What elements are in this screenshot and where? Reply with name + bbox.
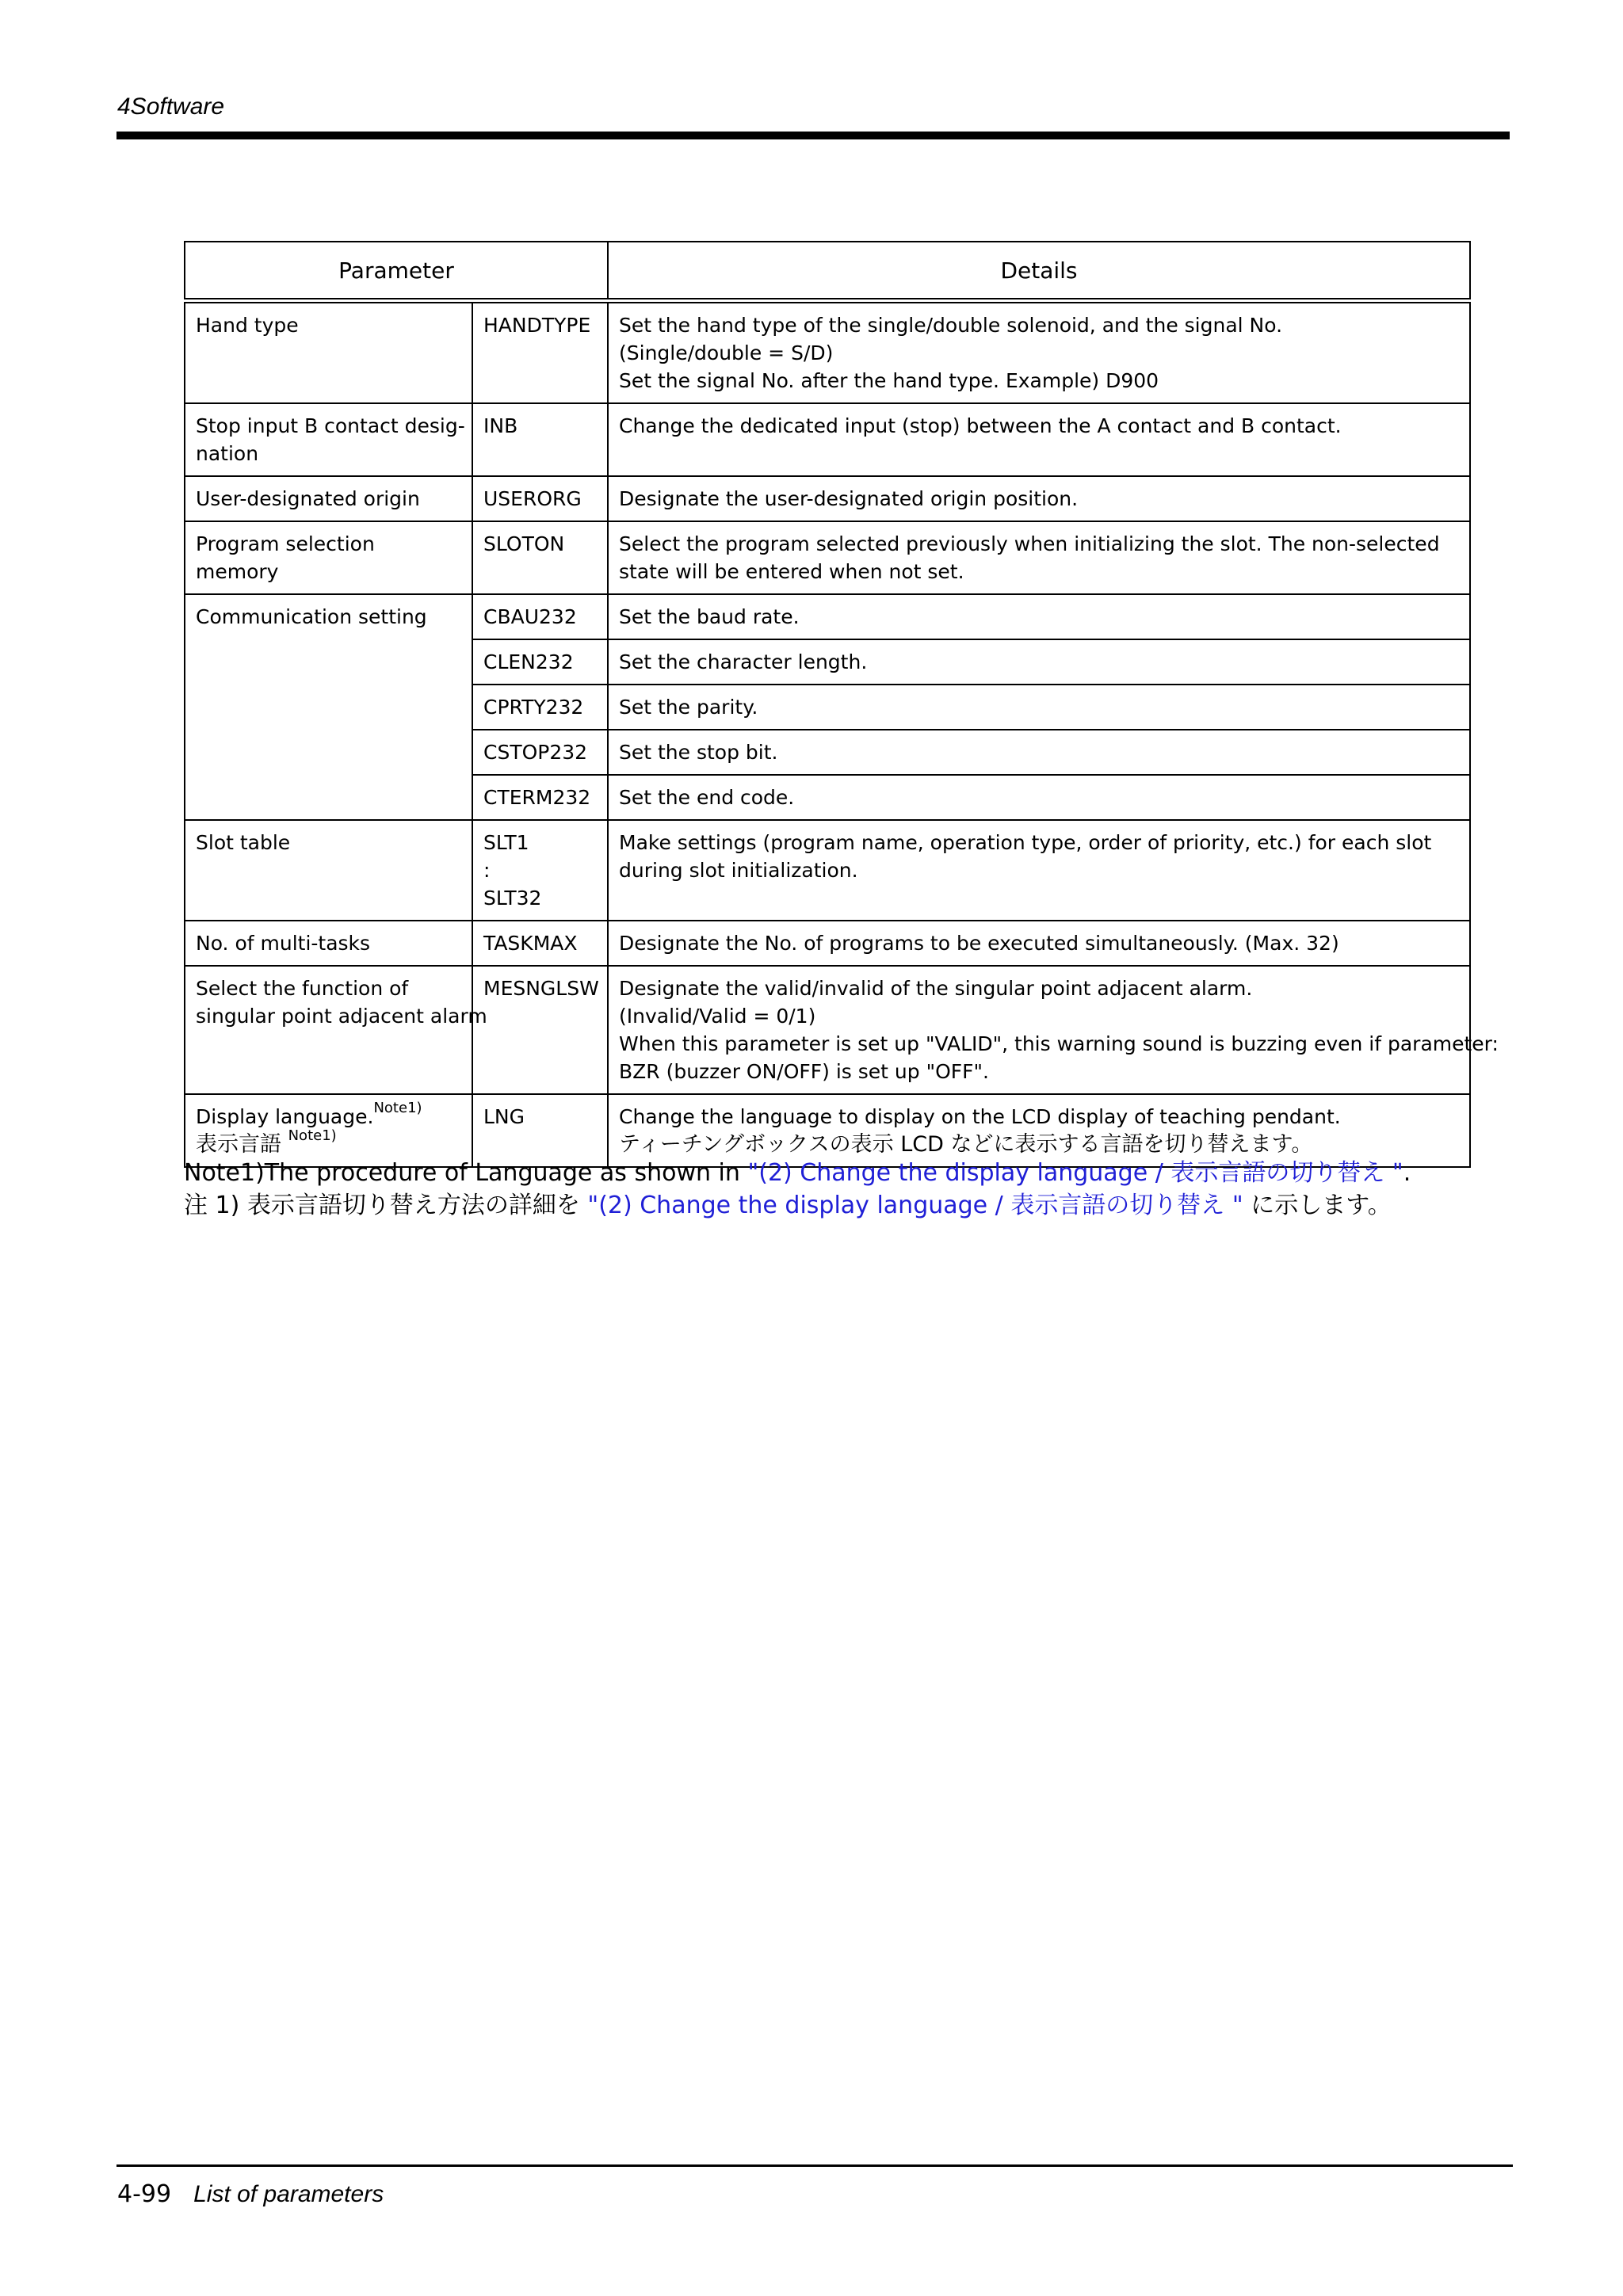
parameter-code: CLEN232 [472,639,608,685]
parameter-details [608,403,1470,476]
parameter-code: INB [472,403,608,476]
parameter-code: SLOTON [472,521,608,594]
parameter-details: Set the parity. [608,685,1470,730]
name-line: singular point adjacent alarm [196,1005,487,1028]
header-details: Details [608,242,1470,301]
detail-line: Make settings (program name, operation type, order of priority, etc.) for each slot during slot initialization. [619,831,1432,882]
parameter-code: CSTOP232 [472,730,608,775]
table-row [185,476,1470,521]
section-title: List of parameters [193,2181,384,2207]
footer-rule [116,2164,1513,2167]
parameter-code: CTERM232 [472,775,608,820]
table-row [185,594,1470,639]
detail-line: (Single/double = S/D) [619,341,834,364]
parameter-details [608,521,1470,594]
name-line-ja [196,1127,462,1158]
footnote-en-suffix: . [1403,1159,1411,1187]
parameter-code: HANDTYPE [472,301,608,404]
detail-line: Set the signal No. after the hand type. Example) D900 [619,369,1159,392]
table-row [185,301,1470,404]
name-line-en [196,1100,462,1131]
parameter-details: Set the character length. [608,639,1470,685]
footnote-en-link[interactable]: "(2) Change the display language / 表示言語の切り替え " [747,1159,1403,1187]
parameter-name: Program selection memory [185,521,472,594]
footnote-ja-suffix: に示します。 [1243,1192,1392,1219]
parameter-code: CBAU232 [472,594,608,639]
parameter-details: Set the baud rate. [608,594,1470,639]
name-line: Select the function of [196,977,409,1000]
parameter-code: USERORG [472,476,608,521]
parameter-name: Slot table [185,820,472,921]
header-rule [116,132,1510,139]
detail-line: BZR (buzzer ON/OFF) is set up "OFF". [619,1060,989,1083]
chapter-title: 4Software [117,93,225,120]
table-row [185,921,1470,966]
footnotes [184,1157,1531,1222]
footnote-ja-link[interactable]: "(2) Change the display language / 表示言語の切り替え " [587,1192,1243,1219]
parameter-details: Set the stop bit. [608,730,1470,775]
note-mark: Note1) [288,1127,337,1144]
detail-line: Designate the user-designated origin position. [619,487,1079,510]
parameter-name: User-designated origin [185,476,472,521]
table-row [185,966,1470,1094]
parameter-code: LNG [472,1094,608,1167]
name-line: Stop input B contact desig- [196,414,465,437]
page-number: 4-99 [117,2180,172,2208]
parameter-code: CPRTY232 [472,685,608,730]
table-row [185,403,1470,476]
footnote-en-text: Note1)The procedure of Language as shown in [184,1159,748,1187]
code-line: SLT32 [483,887,542,910]
parameter-name: Hand type [185,301,472,404]
detail-line: (Invalid/Valid = 0/1) [619,1005,816,1028]
code-line: : [483,859,491,882]
detail-line: ティーチングボックスの表示 LCD などに表示する言語を切り替えます。 [619,1132,1313,1157]
header-parameter: Parameter [185,242,608,301]
parameter-name: Communication setting [185,594,472,820]
table-row [185,820,1470,921]
parameter-details [608,966,1499,1094]
parameter-details [608,476,1470,521]
detail-line: Designate the No. of programs to be executed simultaneously. (Max. 32) [619,932,1339,955]
detail-line: Change the dedicated input (stop) between the A contact and B contact. [619,414,1342,437]
footnote-ja [184,1189,1531,1222]
detail-line: Designate the valid/invalid of the singular point adjacent alarm. [619,977,1253,1000]
footnote-ja-text: 注 1) 表示言語切り替え方法の詳細を [184,1192,588,1219]
footnote-en [184,1157,1531,1189]
note-mark: Note1) [373,1100,422,1116]
parameter-table [184,241,1499,1168]
parameter-code: MESNGLSW [472,966,608,1094]
detail-line: When this parameter is set up "VALID", this warning sound is buzzing even if parameter: [619,1032,1499,1055]
parameter-name: No. of multi-tasks [185,921,472,966]
table-row [185,521,1470,594]
parameter-details [608,301,1470,404]
name-line: nation [196,442,259,465]
name-ja: 表示言語 [196,1132,281,1157]
parameter-details: Set the end code. [608,775,1470,820]
detail-line: Select the program selected previously when initializing the slot. The non-selected state will be entered when not set. [619,532,1440,583]
table-header-row [185,242,1470,301]
parameter-name [185,966,487,1094]
parameter-details [608,921,1470,966]
name-en: Display language. [196,1105,374,1128]
detail-line: Set the hand type of the single/double solenoid, and the signal No. [619,314,1283,337]
code-line: SLT1 [483,831,529,854]
detail-line: Change the language to display on the LCD display of teaching pendant. [619,1105,1341,1128]
parameter-code [472,820,608,921]
parameter-code: TASKMAX [472,921,608,966]
parameter-name [185,403,472,476]
parameter-details [608,820,1470,921]
page-footer [117,2180,384,2208]
